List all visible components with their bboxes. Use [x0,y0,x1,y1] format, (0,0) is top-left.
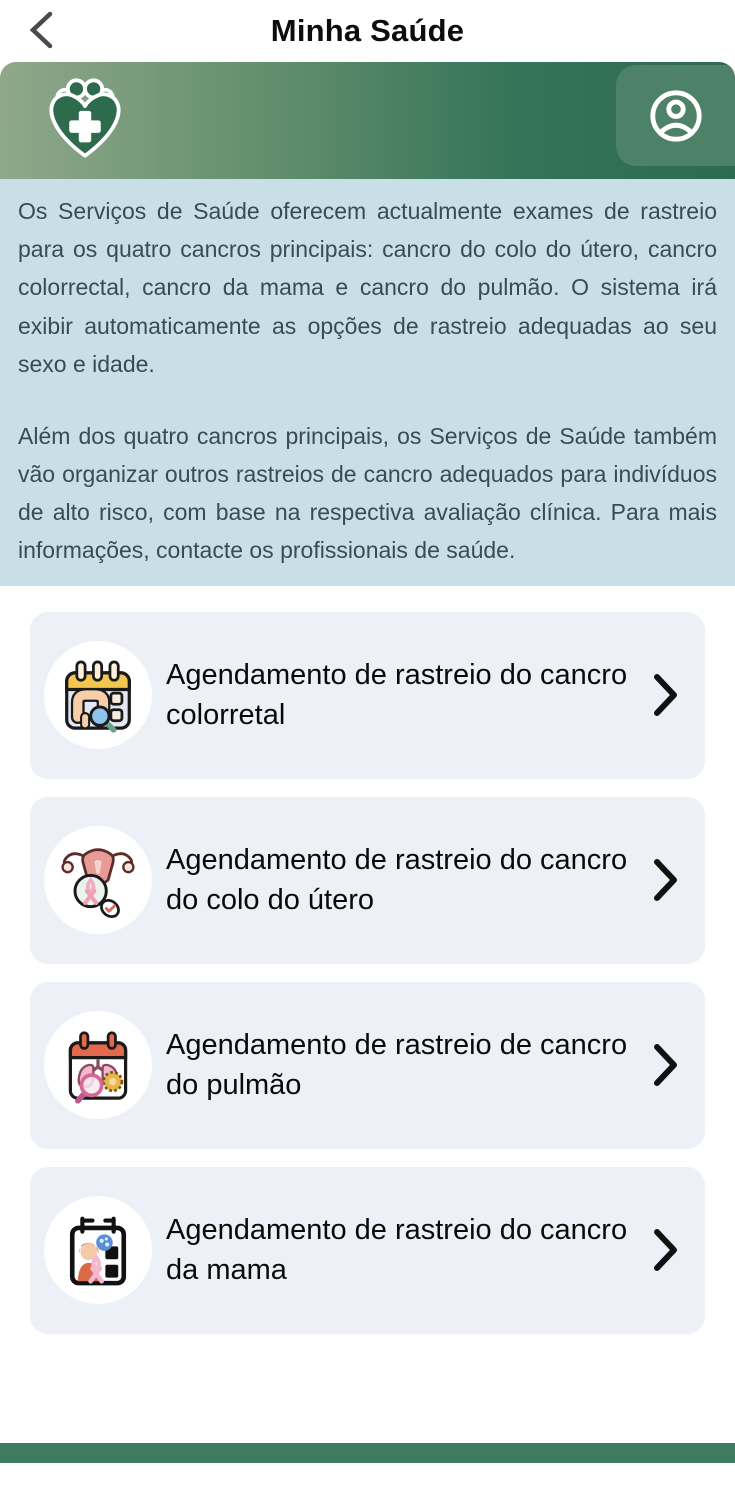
info-paragraph-1: Os Serviços de Saúde oferecem actualmente exames de rastreio para os quatro cancros principais: cancro do colo do útero, cancro colorrectal, cancro da mama e cancro do pulmão. O sistema irá exibir automaticamente as opções de rastreio adequadas ao seu sexo e idade. [18,198,717,377]
health-heart-family-icon [42,74,128,167]
screening-card-list [0,586,735,1334]
chevron-right-icon [653,672,679,718]
chevron-right-icon [653,1227,679,1273]
card-breast-screening[interactable] [30,1167,705,1334]
lung-screening-calendar-icon [44,1011,152,1119]
top-bar [0,0,735,62]
cervical-screening-uterus-icon [44,826,152,934]
chevron-right-icon [653,857,679,903]
card-label: Agendamento de rastreio de cancro do pulmão [166,1029,628,1102]
card-label: Agendamento de rastreio do cancro colorretal [166,659,628,732]
card-label: Agendamento de rastreio do cancro da mama [166,1214,628,1287]
chevron-right-icon [653,1042,679,1088]
card-cervical-screening[interactable] [30,797,705,964]
health-banner [0,62,735,179]
back-button[interactable] [20,6,64,54]
info-paragraph-2: Além dos quatro cancros principais, os Serviços de Saúde também vão organizar outros rastreios de cancro adequados para indivíduos de alto risco, com base na respectiva avaliação clínica. Para mais informações, contacte os profissionais de saúde. [18,422,717,564]
card-lung-screening[interactable] [30,982,705,1149]
chevron-left-icon [25,8,59,52]
page-title: Minha Saúde [270,13,465,48]
person-circle-icon [647,87,705,145]
card-colorectal-screening[interactable] [30,612,705,779]
profile-button[interactable] [616,65,735,166]
screening-info-box [0,179,735,586]
card-label: Agendamento de rastreio do cancro do colo do útero [166,844,628,917]
colorectal-screening-calendar-icon [44,641,152,749]
bottom-bar [0,1443,735,1463]
breast-screening-calendar-icon [44,1196,152,1304]
